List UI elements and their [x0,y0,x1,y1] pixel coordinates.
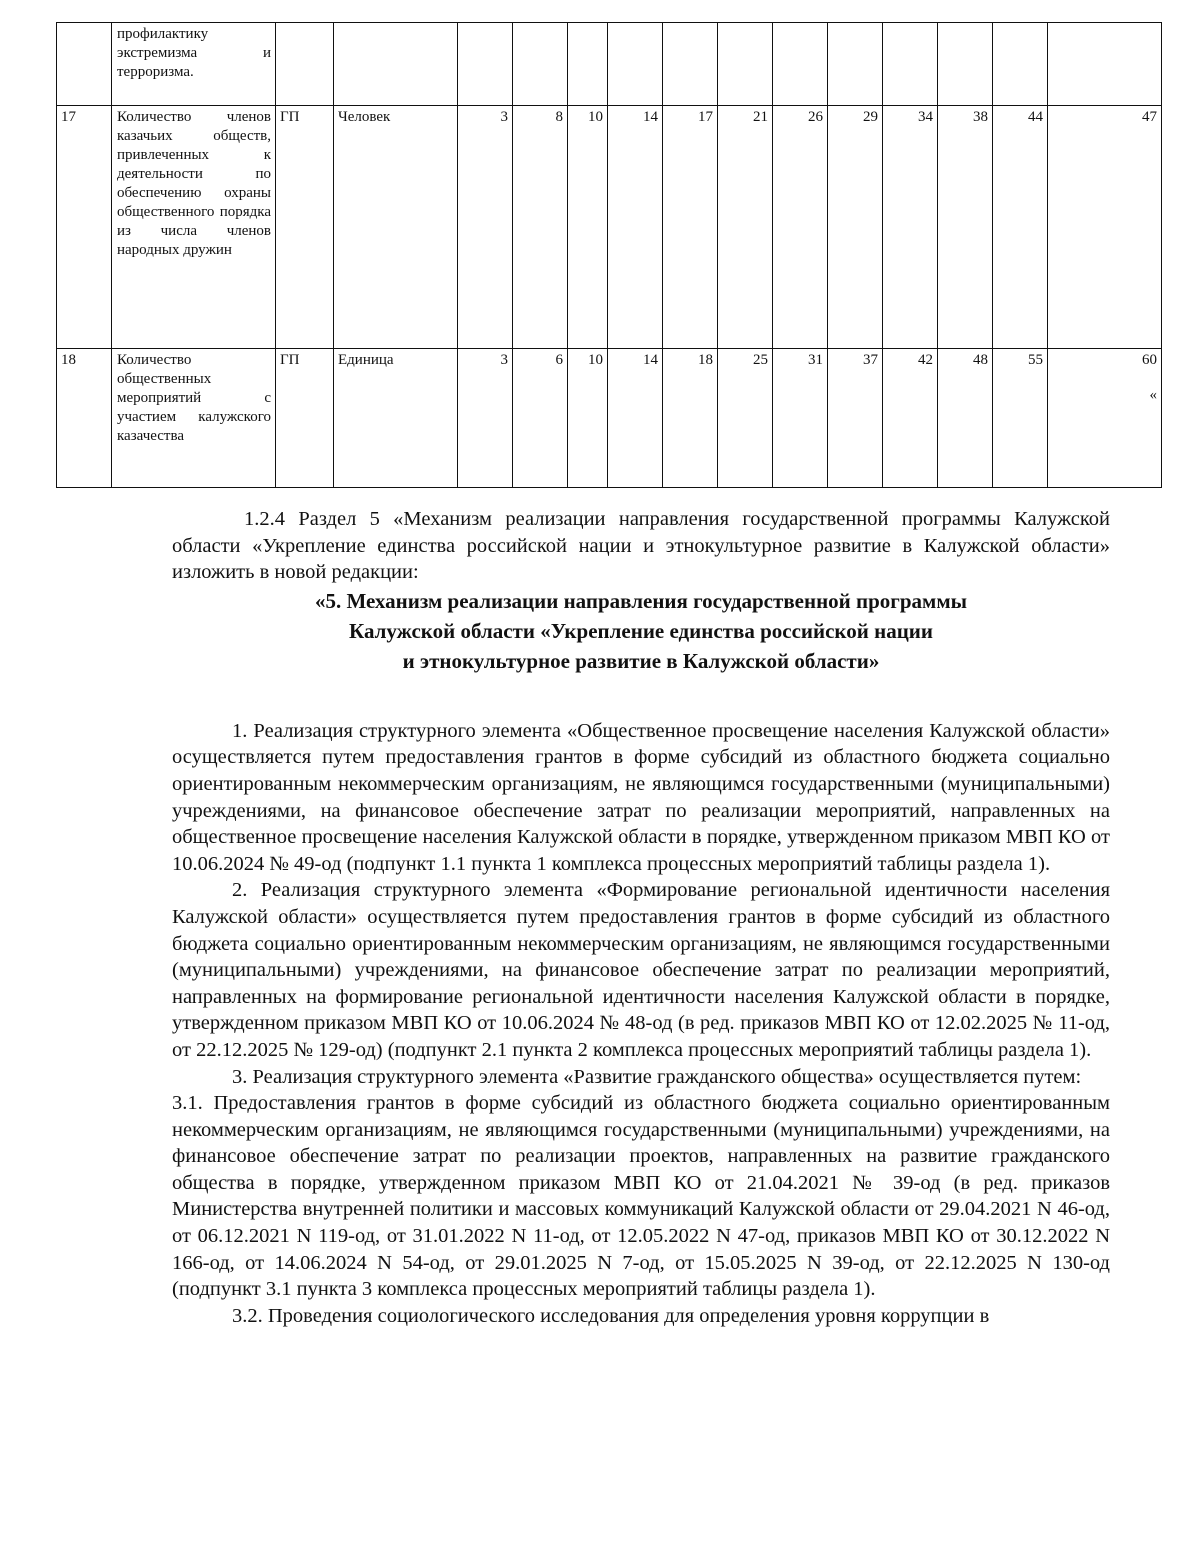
row-number [57,23,112,106]
intro-paragraph: 1.2.4 Раздел 5 «Механизм реализации направления государственной программы Калужской области «Укрепление единства российской нации и этнокультурное развитие в Калужской области» изложить в новой редакции: [172,508,1110,584]
value-cell: 34 [883,106,938,349]
level-cell: ГП [276,106,334,349]
indicator-name: профилактику экстремизма и терроризма. [112,23,276,106]
indicator-name: Количество общественных мероприятий с участием калужского казачества [112,349,276,488]
value-cell: 42 [883,349,938,488]
value-cell [608,23,663,106]
value-cell: 3 [458,349,513,488]
level-cell: ГП [276,349,334,488]
paragraph-3-2: 3.2. Проведения социологического исследования для определения уровня коррупции в [232,1304,990,1327]
value-cell [883,23,938,106]
heading-line-2: Калужской области «Укрепление единства российской нации [349,618,933,643]
row-number: 18 [57,349,112,488]
value-cell: 10 [568,349,608,488]
value-cell: 25 [718,349,773,488]
value-cell: 26 [773,106,828,349]
value-cell [568,23,608,106]
level-cell [276,23,334,106]
value-cell: 10 [568,106,608,349]
value-cell: 37 [828,349,883,488]
value-cell: 31 [773,349,828,488]
row-number: 17 [57,106,112,349]
paragraph-3-1: 3.1. Предоставления грантов в форме субсидий из областного бюджета социально ориентированным некоммерческим организациям, не являющимся государственными (муниципальными) учреждениями, на финансовое обеспечение затрат по реализации проектов, направленных на развитие гражданского общества в порядке, утвержденном приказом МВП КО от 21.04.2021 № 39-од (в ред. приказов Министерства внутренней политики и массовых коммуникаций Калужской области от 29.04.2021 N 46-од, от 06.12.2021 N 119-од, от 31.01.2022 N 11-од, от 12.05.2022 N 47-од, приказов МВП КО от 30.12.2022 N 166-од, от 14.06.2024 N 54-од, от 29.01.2025 N 7-од, от 15.05.2025 N 39-од, от 22.12.2025 N 130-од (подпункт 3.1 пункта 3 комплекса процессных мероприятий таблицы раздела 1). [172,1092,1110,1301]
value-cell [1048,23,1162,106]
value-cell [513,23,568,106]
value-cell: 3 [458,106,513,349]
value-cell [663,23,718,106]
value-cell: 6 [513,349,568,488]
value-cell [458,23,513,106]
value-cell: 38 [938,106,993,349]
value-cell: 14 [608,349,663,488]
paragraph-3: 3. Реализация структурного элемента «Развитие гражданского общества» осуществляется путем: [232,1065,1082,1088]
value-cell: 18 [663,349,718,488]
closing-quote-mark: « [1149,387,1157,403]
value-cell [773,23,828,106]
table-row [57,23,1162,106]
table-row [57,349,1162,488]
unit-cell: Человек [334,106,458,349]
value-cell [828,23,883,106]
heading-line-1: «5. Механизм реализации направления государственной программы [314,588,968,613]
table-row [57,106,1162,349]
unit-cell: Единица [334,349,458,488]
value-cell [938,23,993,106]
value-cell: 47 [1048,106,1162,349]
value-cell [993,23,1048,106]
value-cell: 55 [993,349,1048,488]
value-cell: 44 [993,106,1048,349]
value-cell: 48 [938,349,993,488]
value-cell [718,23,773,106]
indicator-name: Количество членов казачьих обществ, привлеченных к деятельности по обеспечению охраны общественного порядка из числа членов народных дружин [112,106,276,349]
value-cell: 17 [663,106,718,349]
unit-cell [334,23,458,106]
value-text: 60 [1142,352,1157,368]
heading-line-3: и этнокультурное развитие в Калужской области» [402,648,880,673]
value-cell: 14 [608,106,663,349]
indicators-table [56,22,1162,488]
section-heading [172,586,1110,676]
document-body [172,506,1110,1329]
value-cell: 29 [828,106,883,349]
value-cell: 8 [513,106,568,349]
value-cell: 21 [718,106,773,349]
paragraph-1: 1. Реализация структурного элемента «Общественное просвещение населения Калужской области» осуществляется путем предоставления грантов в форме субсидий из областного бюджета социально ориентированным некоммерческим организациям, не являющимся государственными (муниципальными) учреждениями, на финансовое обеспечение затрат по реализации мероприятий, направленных на общественное просвещение населения Калужской области в порядке, утвержденном приказом МВП КО от 10.06.2024 № 49-од (подпункт 1.1 пункта 1 комплекса процессных мероприятий таблицы раздела 1). [172,719,1110,875]
last-value-cell [1048,349,1162,488]
paragraph-2: 2. Реализация структурного элемента «Формирование региональной идентичности населения Калужской области» осуществляется путем предоставления грантов в форме субсидий из областного бюджета социально ориентированным некоммерческим организациям, не являющимся государственными (муниципальными) учреждениями, на финансовое обеспечение затрат по реализации мероприятий, направленных на формирование региональной идентичности населения Калужской области в порядке, утвержденном приказом МВП КО от 10.06.2024 № 48-од (в ред. приказов МВП КО от 12.02.2025 № 11-од, от 22.12.2025 № 129-од) (подпункт 2.1 пункта 2 комплекса процессных мероприятий таблицы раздела 1). [172,879,1110,1061]
